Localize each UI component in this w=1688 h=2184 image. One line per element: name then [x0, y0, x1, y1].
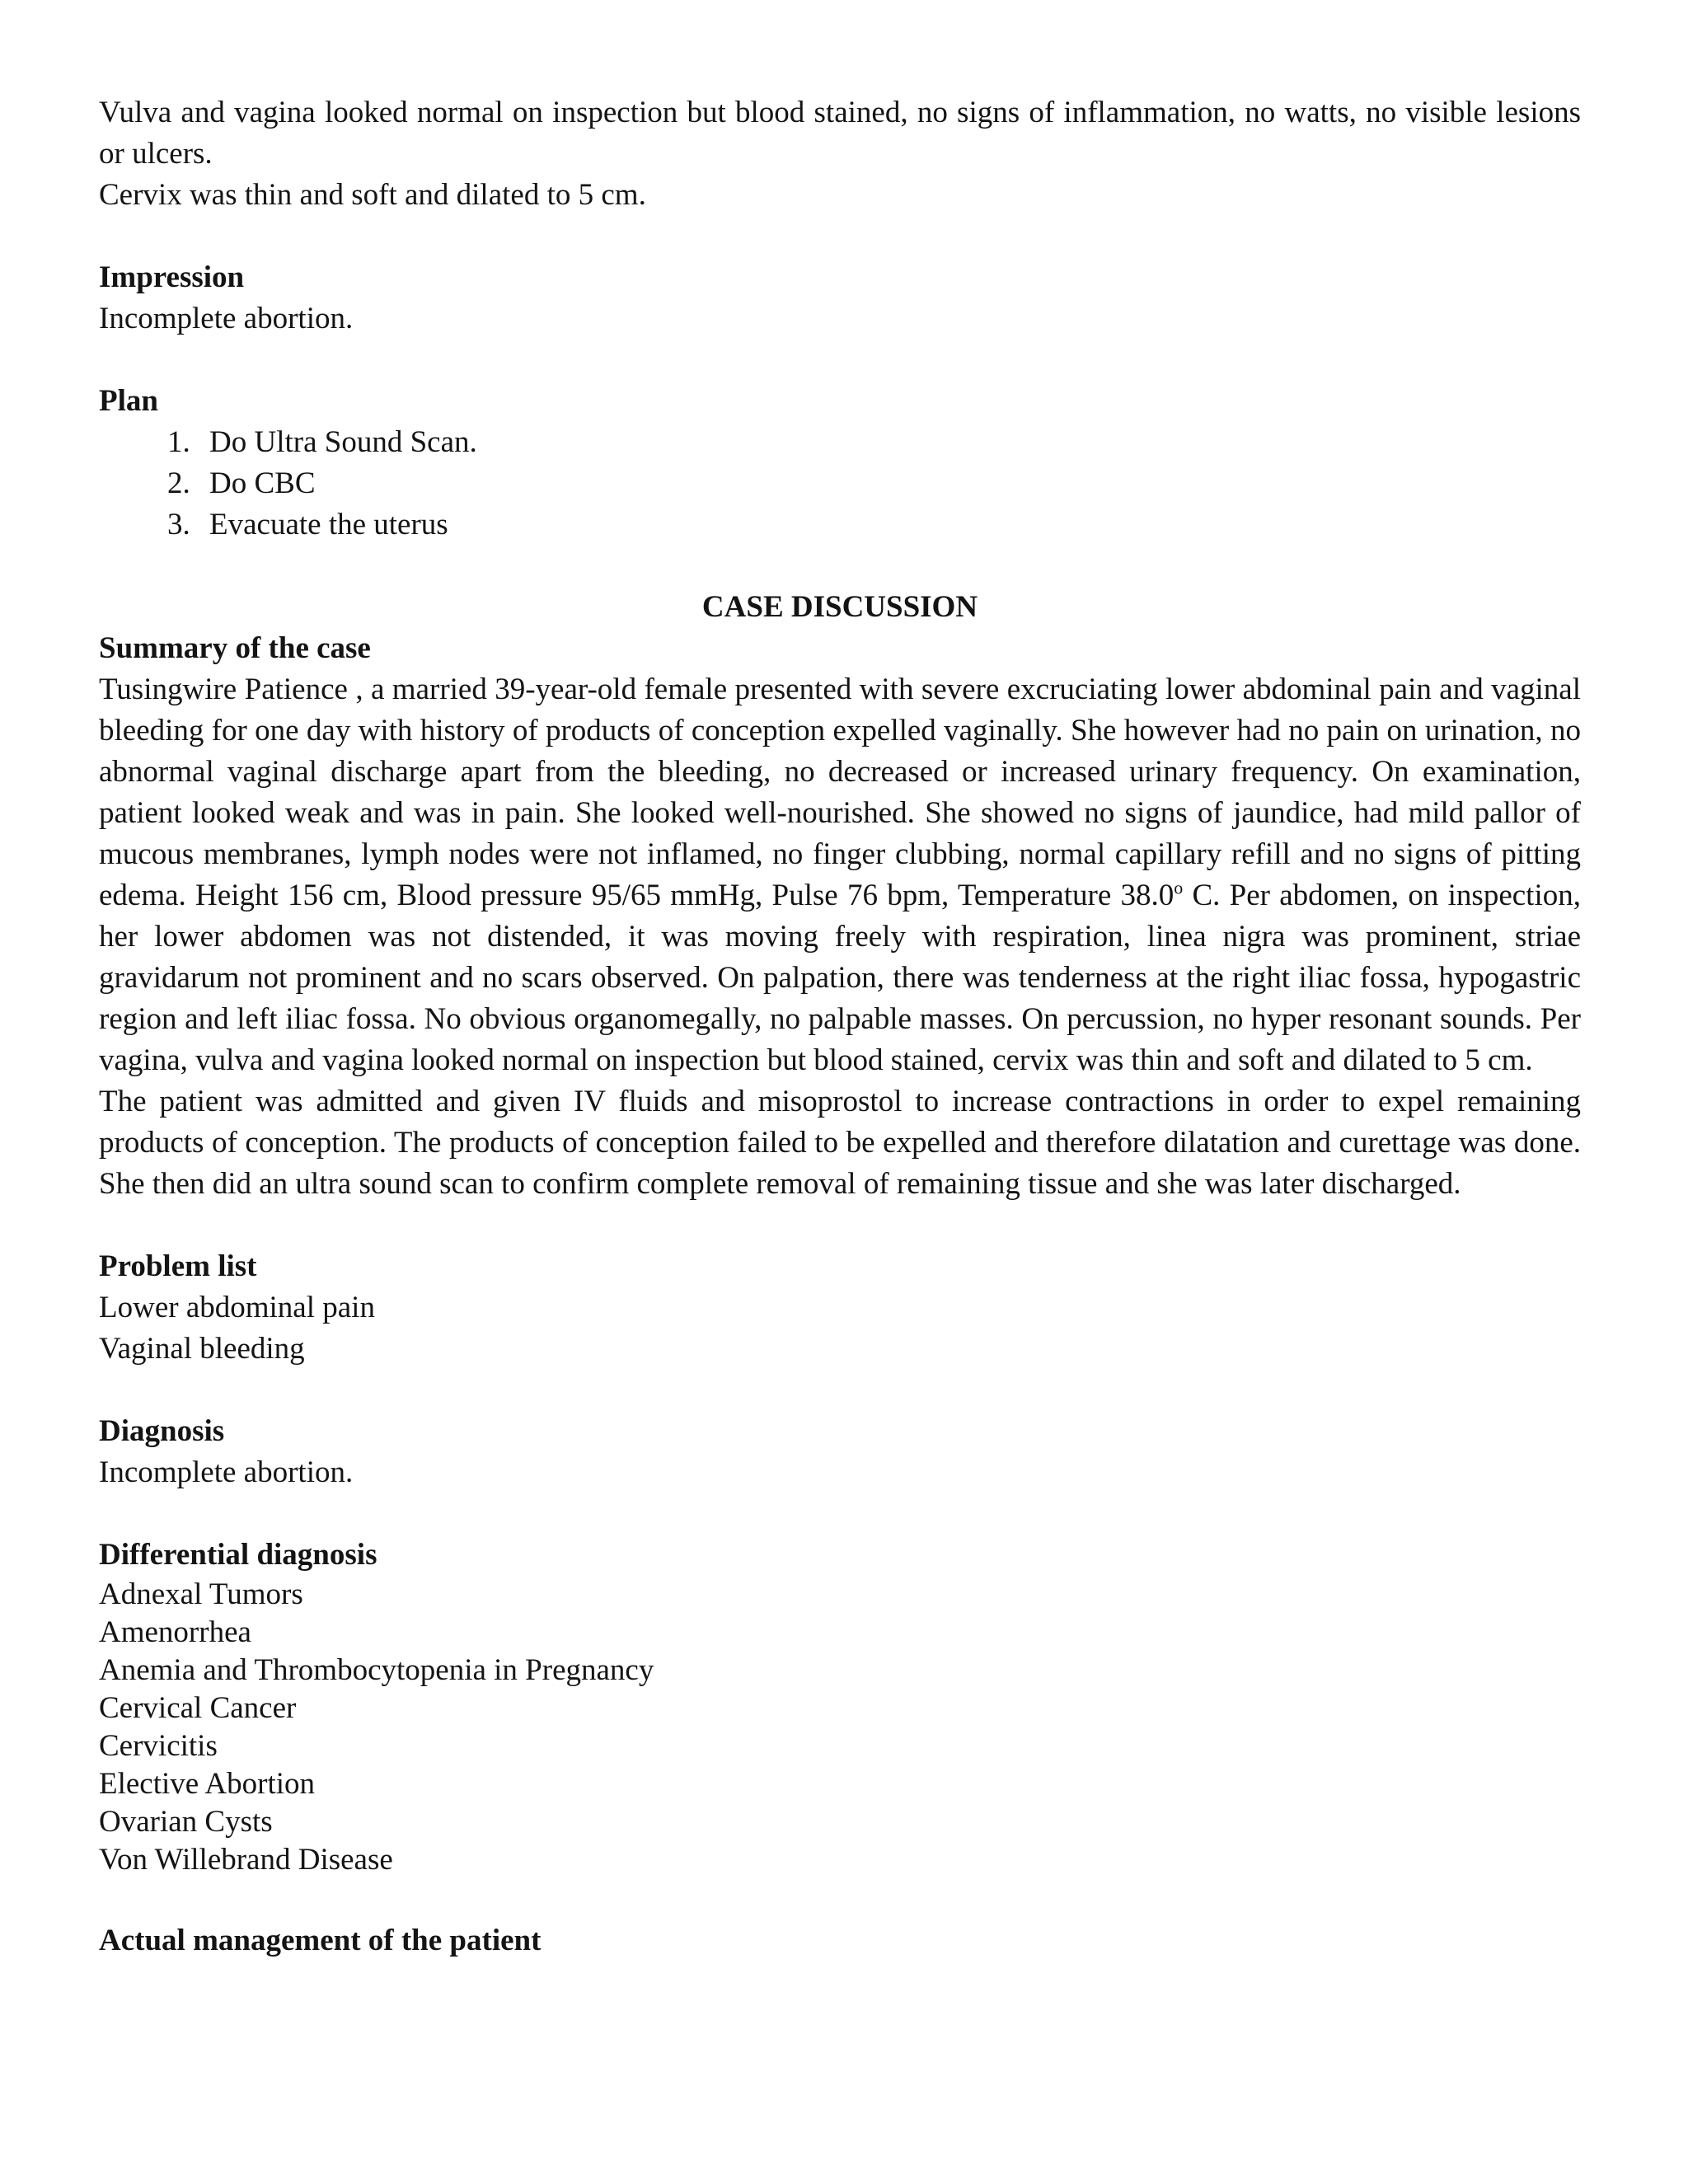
- differential-item: Amenorrhea: [99, 1615, 251, 1649]
- actual-management-heading: Actual management of the patient: [99, 1924, 542, 1957]
- plan-heading: Plan: [99, 384, 158, 418]
- degree-symbol: o: [1174, 877, 1184, 898]
- plan-item: 3. Evacuate the uterus: [198, 504, 1581, 546]
- problem-item: Lower abdominal pain: [99, 1291, 375, 1324]
- differential-item: Adnexal Tumors: [99, 1577, 303, 1611]
- document-page: [99, 92, 1581, 1961]
- problem-list-heading: Problem list: [99, 1249, 257, 1283]
- differential-heading: Differential diagnosis: [99, 1538, 377, 1572]
- summary-paragraph: [99, 669, 1581, 1081]
- management-paragraph: The patient was admitted and given IV fluids and misoprostol to increase contractions in order to expel remaining products of conception. The products of conception failed to be expelled and therefore dilatation and curettage was done. She then did an ultra sound scan to confirm complete removal of remaining tissue and she was later discharged.: [99, 1085, 1581, 1201]
- differential-item: Cervical Cancer: [99, 1691, 297, 1725]
- problem-item: Vaginal bleeding: [99, 1332, 305, 1366]
- differential-item: Anemia and Thrombocytopenia in Pregnancy: [99, 1653, 654, 1687]
- plan-item: 2. Do CBC: [198, 463, 1581, 504]
- differential-item: Ovarian Cysts: [99, 1805, 273, 1839]
- differential-item: Cervicitis: [99, 1729, 218, 1763]
- differential-item: Elective Abortion: [99, 1767, 316, 1801]
- plan-item: 1. Do Ultra Sound Scan.: [198, 422, 1581, 463]
- summary-part2: C. Per abdomen, on inspection, her lower abdomen was not distended, it was moving freely with respiration, linea nigra was prominent, striae gravidarum not prominent and no scars observed. On palpation, there was tenderness at the right iliac fossa, hypogastric region and left iliac fossa. No obvious organomegally, no palpable masses. On percussion, no hyper resonant sounds. Per vagina, vulva and vagina looked normal on inspection but blood stained, cervix was thin and soft and dilated to 5 cm.: [99, 879, 1581, 1077]
- exam-vulva-text: Vulva and vagina looked normal on inspection but blood stained, no signs of inflammation, no watts, no visible lesions or ulcers.: [99, 96, 1581, 171]
- exam-cervix-text: Cervix was thin and soft and dilated to 5 cm.: [99, 178, 646, 212]
- plan-list: [99, 422, 1581, 546]
- summary-heading: Summary of the case: [99, 631, 371, 665]
- impression-text: Incomplete abortion.: [99, 302, 354, 335]
- impression-heading: Impression: [99, 260, 245, 294]
- diagnosis-text: Incomplete abortion.: [99, 1455, 354, 1489]
- diagnosis-heading: Diagnosis: [99, 1414, 225, 1448]
- differential-list: [99, 1576, 1581, 1879]
- case-discussion-title: CASE DISCUSSION: [701, 590, 978, 624]
- summary-part1: Tusingwire Patience , a married 39-year-old female presented with severe excruciating lower abdominal pain and vaginal bleeding for one day with history of products of conception expelled vaginally. She however had no pain on urination, no abnormal vaginal discharge apart from the bleeding, no decreased or increased urinary frequency. On examination, patient looked weak and was in pain. She looked well-nourished. She showed no signs of jaundice, had mild pallor of mucous membranes, lymph nodes were not inflamed, no finger clubbing, normal capillary refill and no signs of pitting edema. Height 156 cm, Blood pressure 95/65 mmHg, Pulse 76 bpm, Temperature 38.0: [99, 673, 1581, 912]
- differential-item: Von Willebrand Disease: [99, 1843, 393, 1877]
